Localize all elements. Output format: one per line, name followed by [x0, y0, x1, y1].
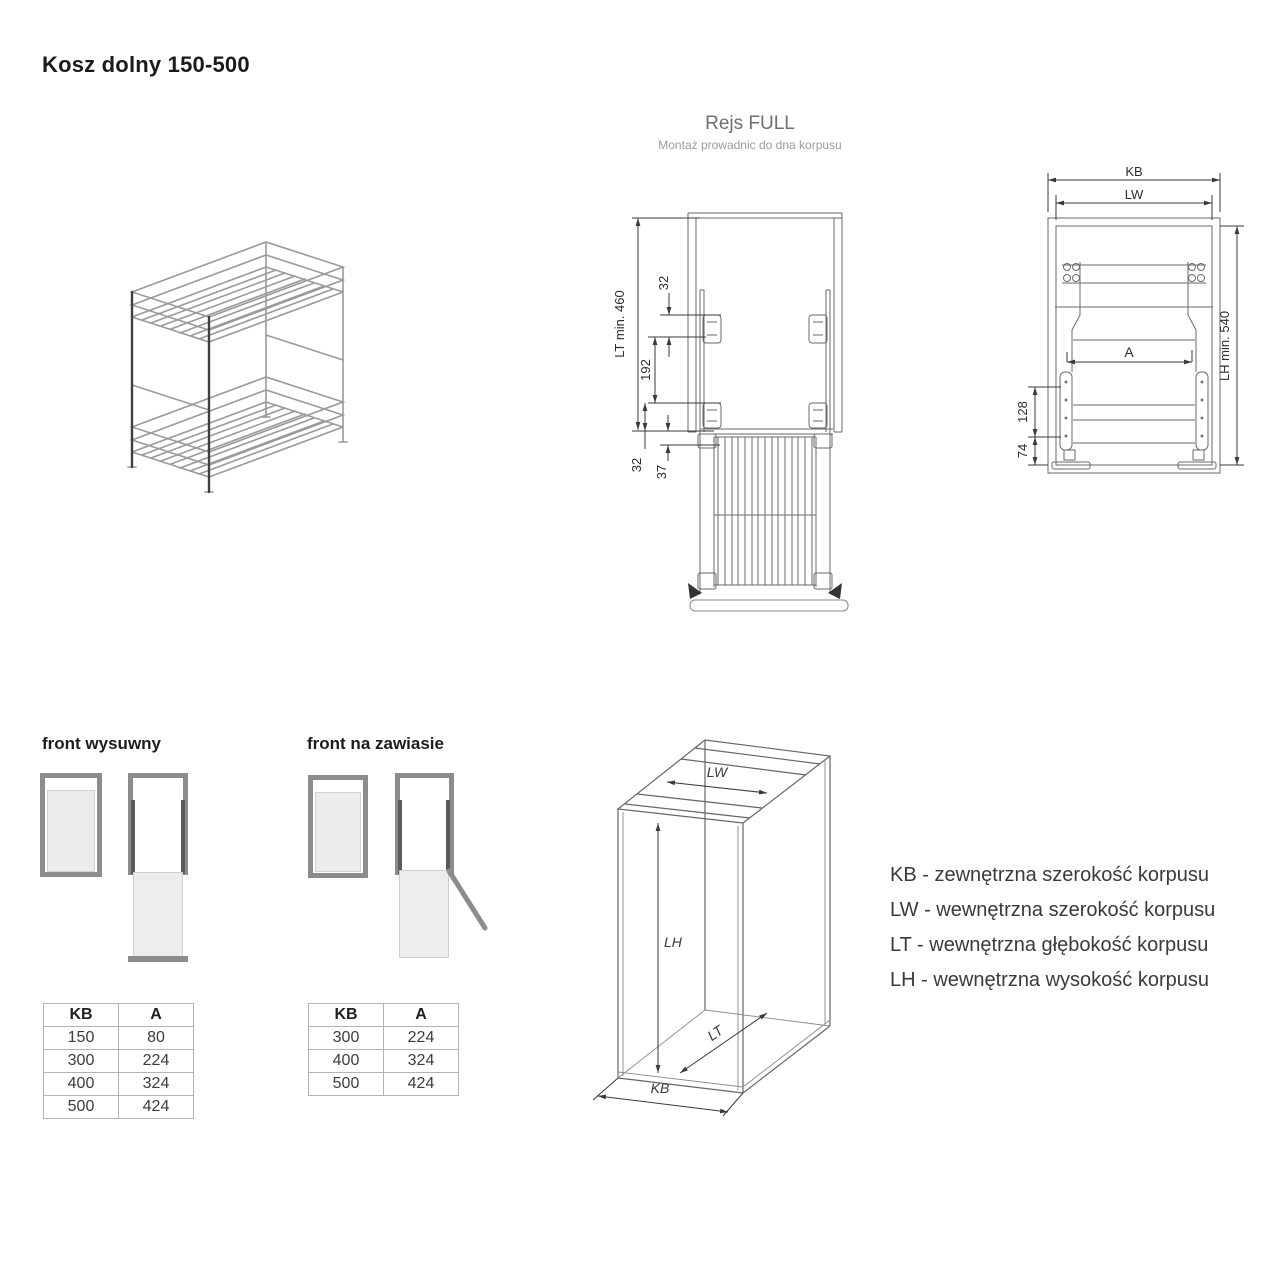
drawer-front-closed [47, 790, 95, 872]
guide-rail-right [181, 800, 185, 874]
dim-label-a: A [1124, 344, 1134, 360]
table-cell: 400 [309, 1050, 384, 1073]
table-cell: 224 [384, 1027, 459, 1050]
table-cell: KB [44, 1004, 119, 1027]
dim-label-lh: LH min. 540 [1217, 310, 1232, 382]
table-row [309, 1050, 459, 1073]
table-cell: 324 [384, 1050, 459, 1073]
dim-label-128: 128 [1015, 401, 1030, 423]
table-cell: 400 [44, 1073, 119, 1096]
basket-isometric-drawing [95, 225, 405, 545]
table-cell: A [119, 1004, 194, 1027]
dim-label-kb: KB [1125, 164, 1143, 179]
legend-item-kb: KB - zewnętrzna szerokość korpusu [890, 864, 1210, 886]
hinged-door-open-line [440, 863, 495, 938]
table-cell: 224 [119, 1050, 194, 1073]
table-row [309, 1027, 459, 1050]
legend-item-lh: LH - wewnętrzna wysokość korpusu [890, 969, 1210, 991]
guide-rail-left-hinged [398, 800, 402, 874]
iso-label-lt: LT [704, 1021, 726, 1044]
table-row [44, 1096, 194, 1119]
guide-rail-left [131, 800, 135, 874]
table-row [309, 1073, 459, 1096]
dim-label-lt: LT min. 460 [612, 290, 627, 358]
hinged-dimensions-table [308, 1003, 459, 1096]
table-cell: 500 [309, 1073, 384, 1096]
table-cell: 500 [44, 1096, 119, 1119]
table-cell: 80 [119, 1027, 194, 1050]
rejs-heading-block [600, 113, 900, 152]
drawer-front-closed-hinged [315, 792, 361, 872]
iso-label-lw: LW [706, 764, 728, 780]
cabinet-open-top-bar [128, 773, 188, 778]
table-cell: 300 [44, 1050, 119, 1073]
rejs-title: Rejs FULL [705, 113, 795, 134]
table-row [44, 1073, 194, 1096]
cabinet-3d-drawing [590, 725, 890, 1120]
table-row [44, 1027, 194, 1050]
legend-item-lw: LW - wewnętrzna szerokość korpusu [890, 899, 1216, 921]
table-row [44, 1050, 194, 1073]
table-header-row [44, 1004, 194, 1027]
iso-label-lh: LH [664, 934, 682, 950]
legend [890, 858, 1250, 998]
drawer-pulled-out [133, 872, 183, 958]
table-cell: 324 [119, 1073, 194, 1096]
front-view-drawing [1015, 160, 1265, 490]
table-cell: 424 [119, 1096, 194, 1119]
dim-label-32-bottom: 32 [629, 457, 644, 473]
table-cell: 150 [44, 1027, 119, 1050]
cabinet-open-top-bar-hinged [395, 773, 454, 778]
iso-label-kb: KB [650, 1080, 670, 1096]
pullout-dimensions-table [43, 1003, 194, 1119]
table-header-row [309, 1004, 459, 1027]
table-cell: KB [309, 1004, 384, 1027]
drawer-base-bar [128, 956, 188, 962]
table-cell: 424 [384, 1073, 459, 1096]
page-title: Kosz dolny 150-500 [42, 52, 250, 77]
table-cell: A [384, 1004, 459, 1027]
rejs-subtitle: Montaż prowadnic do dna korpusu [658, 138, 842, 152]
top-view-drawing [610, 185, 900, 630]
dim-label-32-top: 32 [656, 275, 671, 291]
dim-label-lw: LW [1124, 187, 1144, 202]
table-cell: 300 [309, 1027, 384, 1050]
dim-label-37: 37 [654, 464, 669, 480]
dim-label-74: 74 [1015, 443, 1030, 459]
section-label-hinged: front na zawiasie [307, 734, 444, 753]
legend-item-lt: LT - wewnętrzna głębokość korpusu [890, 934, 1209, 956]
dim-label-192: 192 [638, 359, 653, 381]
section-label-pullout: front wysuwny [42, 734, 162, 753]
